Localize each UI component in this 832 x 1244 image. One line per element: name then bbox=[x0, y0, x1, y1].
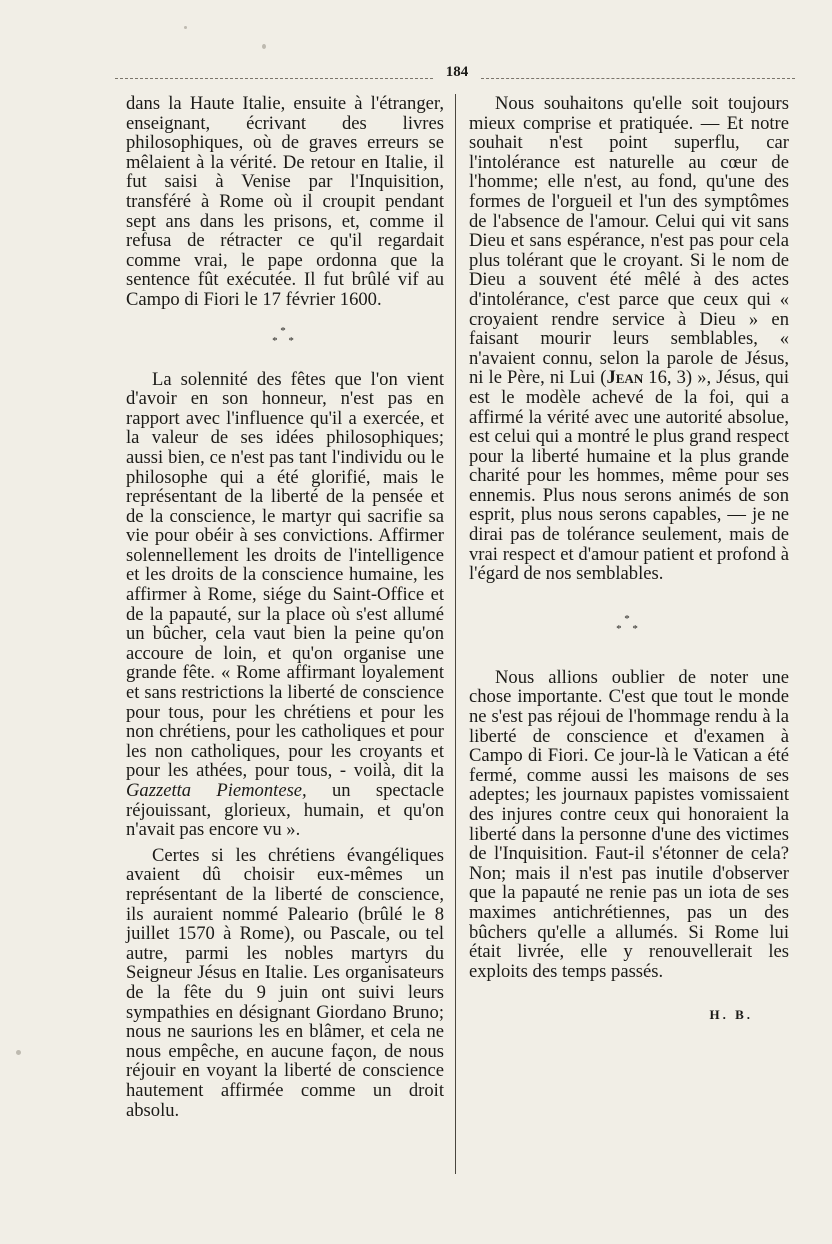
paragraph-vatican: Nous allions oublier de noter une chose importante. C'est que tout le monde ne s'est pas réjoui de l'hommage rendu à la liberté de conscience et d'examen à Campo di Fiori. Ce jour-là le Vatican a été fermé, comme aussi les maisons de ses adeptes; les journaux papistes vomissaient des injures contre ceux qui honoraient la liberté dans la personne d'une des victimes de l'Inquisition. Faut-il s'étonner de cela? Non; mais il n'est pas inutile d'observer que la papauté ne renie pas un iota de ses maximes antichrétiennes, pas un des bûchers qu'elle a allumés. Si Rome lui était livrée, elle y renouvellerait les exploits des temps passés. bbox=[469, 666, 789, 982]
scripture-reference: Jean bbox=[606, 367, 644, 389]
column-divider bbox=[455, 94, 456, 1174]
paragraph-solemnity: La solennité des fêtes que l'on vient d'avoir en son honneur, n'est pas en rapport avec l'influence qu'il a exercée, et la valeur de ses idées philosophiques; aussi bien, ce n'est pas tant l'individu ou le philosophe qui a été glorifié, mais le représentant de la liberté de la pensée et de la conscience, le martyr qui sacrifie sa vie pour obéir à ses convictions. Affirmer solennellement les droits de l'intelligence et les droits de la conscience humaine, les affirmer à Rome, siége du Saint-Office et de la papauté, sur la place où s'est allumé un bûcher, cela vaut bien la peine qu'on accoure de loin, et qu'on organise une grande fête. « Rome affirmant loyalement et sans restrictions la liberté de conscience pour tous, pour les chrétiens et pour les non chrétiens, pour les catholiques et pour les non catholiques, pour les croyants et pour les athées, pour tous, - voilà, dit la Gazzetta Piemontese, un spectacle réjouissant, glorieux, humain, et qu'on n'avait pas encore vu ». bbox=[126, 368, 444, 841]
section-separator-stars: * * * bbox=[272, 324, 298, 347]
left-column bbox=[126, 94, 444, 1120]
header-rule-right bbox=[481, 78, 795, 79]
header-rule-left bbox=[115, 78, 433, 79]
author-signature: H. B. bbox=[709, 1007, 753, 1023]
page-number: 184 bbox=[445, 64, 469, 80]
paper-spot bbox=[16, 1050, 21, 1055]
section-separator-stars-right: * * * bbox=[616, 612, 642, 635]
paragraph-tolerance: Nous souhaitons qu'elle soit toujours mieux comprise et pratiquée. — Et notre souhait n'est point superflu, car l'intolérance est naturelle au cœur de l'homme; elle n'est, au fond, qu'une des formes de l'orgueil et l'un des symptômes de l'absence de l'amour. Celui qui vit sans Dieu et sans espérance, n'est pas pour cela plus tolérant que le croyant. Si le nom de Dieu a souvent été mêlé à des actes d'intolérance, c'est parce que ceux qui « croyaient rendre service à Dieu » en faisant mourir leurs semblables, « n'avaient connu, selon la parole de Jésus, ni le Père, ni Lui (Jean 16, 3) », Jésus, qui est le modèle achevé de la foi, qui a affirmé la vérité avec une autorité absolue, est celui qui a montré le plus grand respect pour la liberté humaine et la plus grande charité pour les hommes, même pour ses ennemis. Plus nous serons animés de son esprit, plus nous serons capables, — je ne dirai pas de tolérance seulement, mais de vrai respect et d'amour patient et profond à l'égard de nos semblables. bbox=[469, 93, 789, 585]
newspaper-title: Gazzetta Piemontese, bbox=[126, 780, 307, 801]
paper-spot bbox=[262, 44, 266, 49]
page-header bbox=[115, 64, 795, 84]
paper-spot bbox=[184, 26, 187, 29]
paragraph-evangelicals: Certes si les chrétiens évangéliques avaient dû choisir eux-mêmes un représentant de la liberté de conscience, ils auraient nommé Paleario (brûlé le 8 juillet 1570 à Rome), ou Pascale, ou tel autre, parmi les nobles martyrs du Seigneur Jésus en Italie. Les organisateurs de la fête du 9 juin ont suivi leurs sympathies en désignant Giordano Bruno; nous ne saurions les en blâmer, et cela ne nous empêche, en aucune façon, de nous réjouir en voyant la liberté de conscience hautement affirmée comme un droit absolu. bbox=[126, 844, 444, 1121]
paragraph-bruno-life: dans la Haute Italie, ensuite à l'étranger, enseignant, écrivant des livres philosophiques, où de graves erreurs se mêlaient à la vérité. De retour en Italie, il fut saisi à Venise par l'Inquisition, transféré à Rome où il croupit pendant sept ans dans les prisons, et, comme il refusa de rétracter ce qu'il regardait comme vrai, le pape ordonna que la sentence fût exécutée. Il fut brûlé vif au Campo di Fiori le 17 février 1600. bbox=[126, 93, 444, 310]
right-column bbox=[469, 94, 789, 1025]
